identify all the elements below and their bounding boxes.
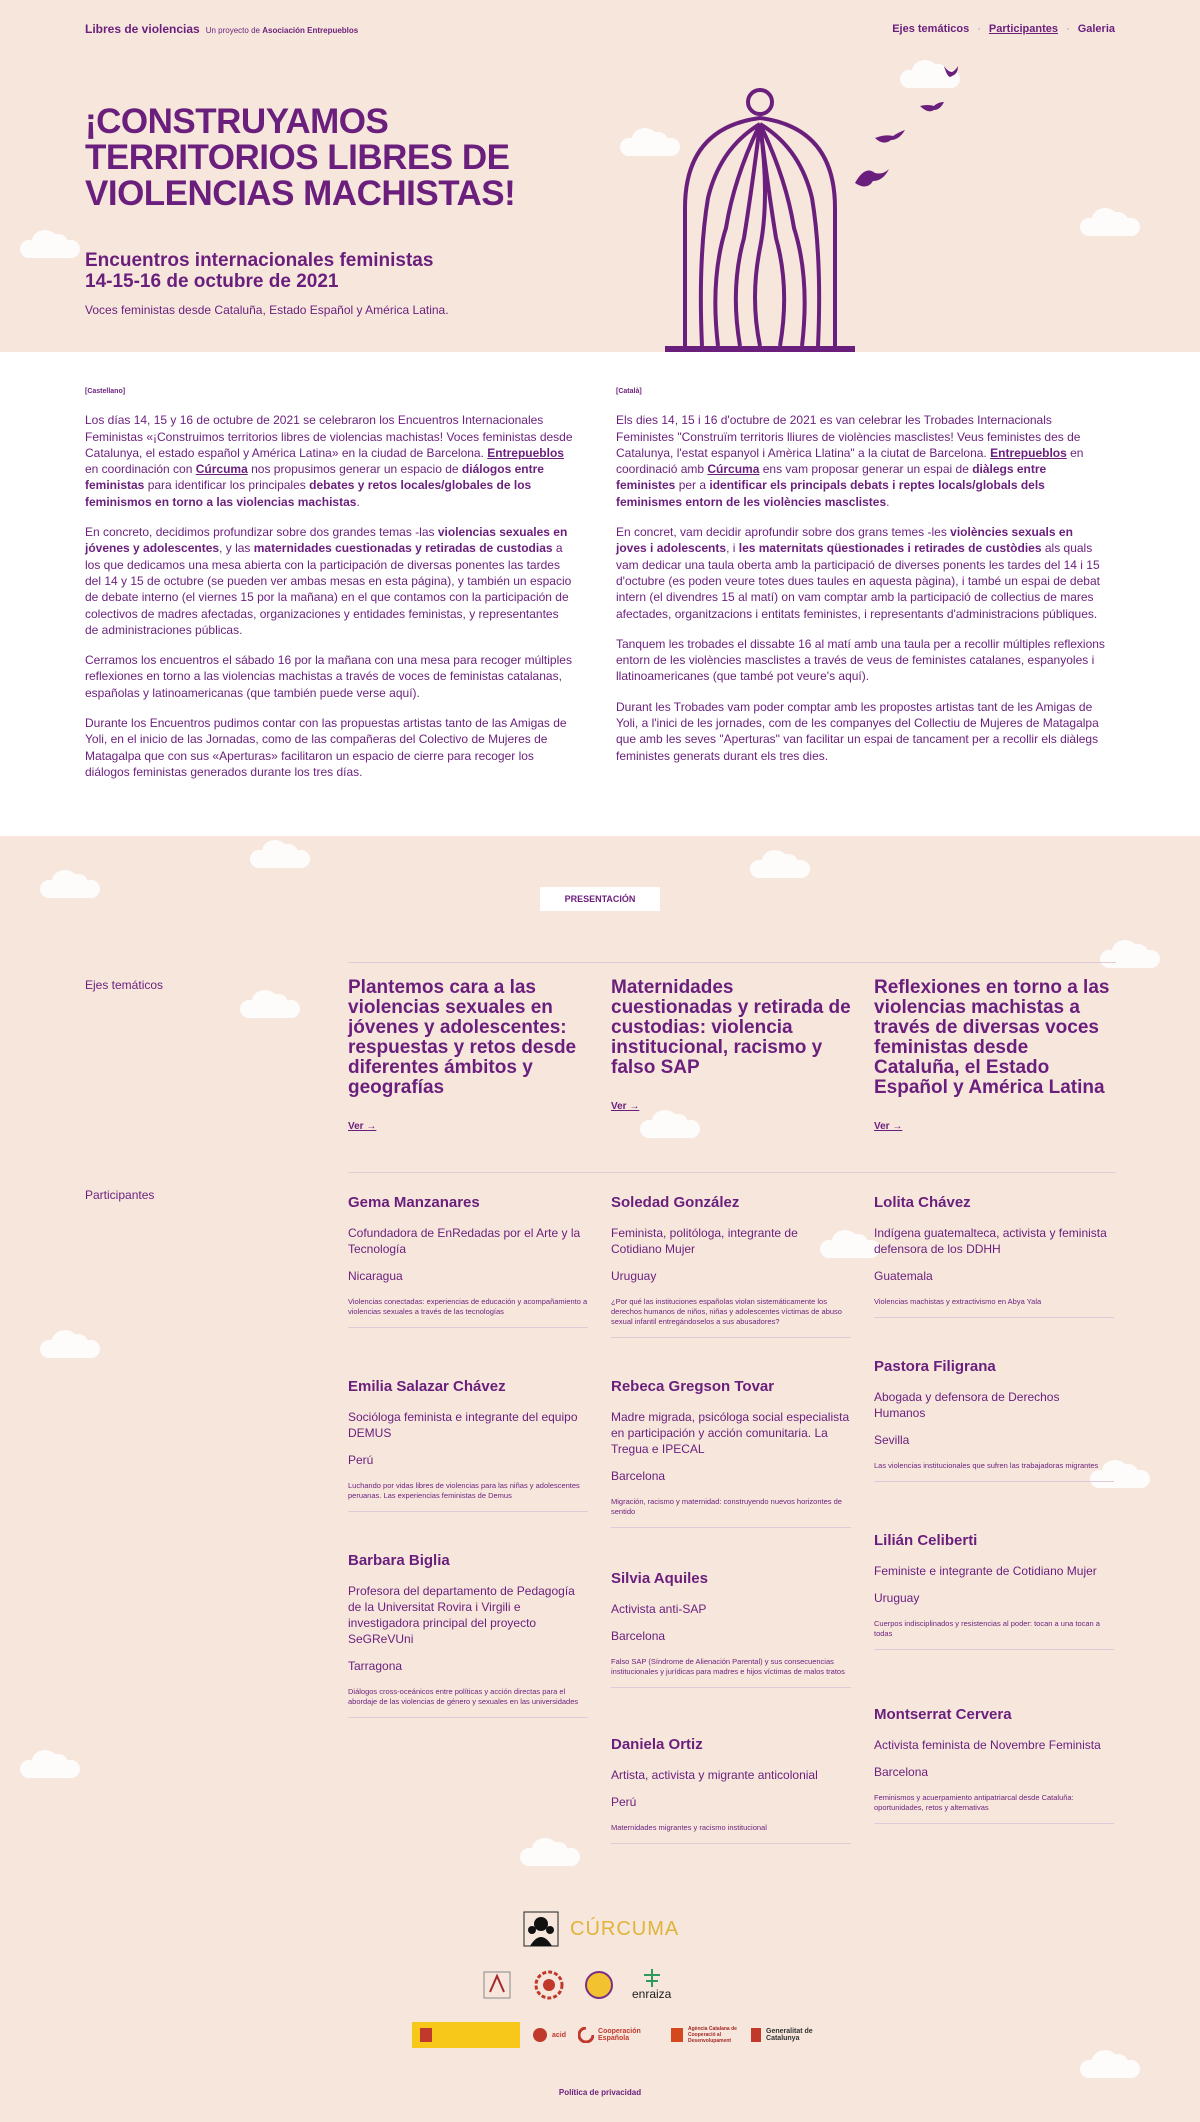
- privacy-link[interactable]: Política de privacidad: [558, 2088, 642, 2097]
- curcuma-link[interactable]: Cúrcuma: [707, 462, 760, 477]
- intro-catala: [616, 384, 1106, 778]
- cloud-decoration: [1100, 950, 1160, 968]
- participant-card[interactable]: [874, 1532, 1114, 1650]
- text: ens vam proposar generar un espai de: [759, 462, 973, 477]
- curcuma-logo[interactable]: CÚRCUMA: [570, 1917, 680, 1940]
- axis-title[interactable]: Maternidades cuestionadas y retirada de custodias: violencia institucional, racismo y falso SAP: [611, 977, 851, 1078]
- participant-name: Rebeca Gregson Tovar: [611, 1378, 775, 1395]
- enraiza-label: enraiza: [632, 1987, 672, 2001]
- participant-topic: Maternidades migrantes y racismo institucional: [611, 1823, 851, 1844]
- participant-role: Activista feminista de Novembre Feminista: [874, 1738, 1101, 1752]
- privacy-link-wrap: [0, 2088, 1200, 2097]
- cloud-decoration: [750, 860, 810, 878]
- participant-card[interactable]: [348, 1552, 588, 1718]
- intro-paragraph: Tanquem les trobades el dissabte 16 al matí amb una taula per a recollir múltiples reflexions entorn de les violències masclistes a través de veus de feministes catalanes, espanyoles i llatinoamericanes (que també pot veure's aquí).: [616, 636, 1105, 684]
- presentation-button[interactable]: PRESENTACIÓN: [540, 887, 660, 911]
- participant-place: Nicaragua: [348, 1269, 403, 1283]
- hero-subtitle-line2: 14-15-16 de octubre de 2021: [85, 271, 339, 292]
- participant-topic: Las violencias institucionales que sufren las trabajadoras migrantes: [874, 1461, 1114, 1482]
- intro-paragraph: [85, 524, 575, 638]
- text: per a: [675, 478, 710, 493]
- cloud-decoration: [20, 240, 80, 258]
- generalitat-label: Generalitat de Catalunya: [766, 2028, 813, 2042]
- text: En concret, vam decidir aprofundir sobre dos grans temes -les: [616, 525, 951, 540]
- axis-title[interactable]: Plantemos cara a las violencias sexuales en jóvenes y adolescentes: respuestas y retos desde diferentes ámbitos y geografías: [348, 977, 577, 1098]
- generalitat-icon: [750, 2027, 762, 2043]
- text: Els dies 14, 15 i 16 d'octubre de 2021 es van celebrar les Trobades Internacionals Feministes "Construïm territoris lliures de violències masclistes! Veus feministes des de Catalunya, l'estat espanyol i Amèrica Llatina" a la ciutat de Barcelona.: [616, 413, 1081, 460]
- curcuma-link[interactable]: Cúrcuma: [195, 462, 248, 477]
- spanish-government-logo[interactable]: [412, 2022, 520, 2048]
- text: identificar els principals debats i reptes locals/globals dels feminismes entorn de les violències masclistes: [616, 478, 1045, 509]
- aecid-icon: [532, 2027, 548, 2043]
- participant-name: Gema Manzanares: [348, 1194, 480, 1211]
- partner-logos-secondary: [480, 1968, 671, 2002]
- text: diàlegs entre feministes: [616, 462, 1047, 493]
- participant-card[interactable]: [874, 1194, 1114, 1318]
- section-label-ejes: Ejes temáticos: [85, 978, 164, 992]
- hero-tagline: Voces feministas desde Cataluña, Estado Español y América Latina.: [85, 303, 449, 317]
- participant-card[interactable]: [874, 1358, 1114, 1482]
- participant-place: Tarragona: [348, 1659, 403, 1673]
- participant-card[interactable]: [611, 1736, 851, 1844]
- participant-place: Barcelona: [611, 1629, 666, 1643]
- participant-topic: Migración, racismo y maternidad: construyendo nuevos horizontes de sentido: [611, 1497, 851, 1528]
- participant-name: Lolita Chávez: [874, 1194, 971, 1211]
- participant-topic: Diálogos cross-oceánicos entre políticas y acción directas para el abordaje de las violencias de género y sexuales en las universidades: [348, 1687, 588, 1718]
- agencia-icon: [670, 2027, 684, 2043]
- text: .: [356, 494, 360, 509]
- participant-name: Emilia Salazar Chávez: [348, 1378, 506, 1395]
- round-badge-logo-icon[interactable]: [584, 1970, 614, 2000]
- brand-name: Libres de violencias: [85, 22, 200, 36]
- participant-topic: Feminismos y acuerpamiento antipatriarcal desde Cataluña: oportunidades, retos y alternativas: [874, 1793, 1114, 1824]
- intro-castellano: [85, 384, 575, 794]
- participant-topic: Violencias conectadas: experiencias de educación y acompañamiento a violencias sexuales a través de las tecnologías: [348, 1297, 588, 1328]
- aecid-label: acid: [552, 2031, 567, 2039]
- nav-galeria[interactable]: Galeria: [1077, 23, 1115, 35]
- participant-role: Madre migrada, psicóloga social especialista en participación y acción comunitaria. La Tregua e IPECAL: [611, 1410, 850, 1456]
- main-nav: [892, 23, 1115, 35]
- bird-cage-illustration: [660, 58, 980, 354]
- enraiza-icon: [642, 1969, 662, 1987]
- participant-place: Uruguay: [611, 1269, 657, 1283]
- text: nos propusimos generar un espacio de: [247, 462, 462, 477]
- participant-role: Artista, activista y migrante anticolonial: [611, 1768, 818, 1782]
- text: Los días 14, 15 y 16 de octubre de 2021 se celebraron los Encuentros Internacionales Feministas «¡Construimos territorios libres de violencias machistas! Voces feministas desde Catalunya, el estado español y América Latina» en la ciudad de Barcelona.: [85, 413, 573, 460]
- participant-place: Guatemala: [874, 1269, 933, 1283]
- intro-paragraph: [616, 524, 1106, 622]
- text: , y las: [219, 541, 254, 556]
- participant-name: Silvia Aquiles: [611, 1570, 708, 1587]
- participant-topic: Luchando por vidas libres de violencias para las niñas y adolescentes peruanas. Las experiencias feministas de Demus: [348, 1481, 588, 1512]
- participant-name: Montserrat Cervera: [874, 1706, 1012, 1723]
- text: .: [886, 494, 890, 509]
- nav-participantes[interactable]: Participantes: [988, 23, 1059, 35]
- partner-logo-icon[interactable]: [480, 1968, 514, 2002]
- axis-card: [874, 978, 1114, 1134]
- participant-topic: Falso SAP (Síndrome de Alienación Parental) y sus consecuencias institucionales y jurídicas para madres e hijos víctimas de malos tratos: [611, 1657, 851, 1688]
- text: als quals vam dedicar una taula oberta amb la participació de diverses ponents les tardes del 14 i 15 d'octubre (es poden veure totes dues taules en aquesta pàgina), i també un espai de debat intern (el divendres 15 al matí) on vam comptar amb la participació de collectius de mares afectades, organitzacions i entitats feministes, i representants d'administracions públiques.: [616, 541, 1100, 621]
- intro-paragraph: [616, 412, 1106, 510]
- cooperacion-icon: [578, 2027, 594, 2043]
- axis-see-link[interactable]: Ver →: [611, 1101, 640, 1112]
- participant-name: Soledad González: [611, 1194, 740, 1211]
- axis-card: [348, 978, 588, 1134]
- participant-role: Cofundadora de EnRedadas por el Arte y la Tecnología: [348, 1226, 581, 1256]
- divider: [348, 962, 1116, 963]
- text: debates y retos locales/globales de los feminismos en torno a las violencias machistas: [85, 478, 532, 509]
- participant-card[interactable]: [874, 1706, 1114, 1824]
- cooperacion-label: Cooperación Española: [598, 2028, 641, 2042]
- intro-paragraph: Cerramos los encuentros el sábado 16 por la mañana con una mesa para recoger múltiples reflexiones en torno a las violencias machistas a través de voces de feministas catalanas, españolas y latinoamericanas (que también puede verse aquí).: [85, 653, 572, 700]
- hero-subtitle-line1: Encuentros internacionales feministas: [85, 250, 434, 271]
- axis-see-link[interactable]: Ver →: [874, 1121, 903, 1132]
- participant-name: Daniela Ortiz: [611, 1736, 703, 1753]
- association-logo-icon[interactable]: [532, 1968, 566, 2002]
- agencia-catalana-logo[interactable]: [670, 2022, 738, 2048]
- participant-card[interactable]: [348, 1194, 588, 1328]
- text: para identificar los principales: [144, 478, 310, 493]
- brand[interactable]: [85, 22, 358, 36]
- participant-card[interactable]: [348, 1378, 588, 1512]
- participant-role: Feminista, politóloga, integrante de Cotidiano Mujer: [611, 1226, 798, 1256]
- divider: [348, 1172, 1116, 1173]
- text: diálogos entre feministas: [85, 462, 544, 493]
- top-bar: [85, 22, 1115, 36]
- cloud-decoration: [1080, 218, 1140, 236]
- nav-separator: ·: [977, 23, 981, 35]
- participant-role: Indígena guatemalteca, activista y feminista defensora de los DDHH: [874, 1226, 1107, 1256]
- text: , i: [726, 541, 739, 556]
- lang-label-catala: [Català]: [616, 388, 642, 395]
- text: a los que dedicamos una mesa abierta con la participación de diversas ponentes las tardes del 14 y 15 de octubre (se pueden ver ambas mesas en esta página), y también un espacio de debate interno (el viernes 15 por la mañana) en el que contamos con la participación de colectivos de madres afectadas, organizaciones y entidades feministas, y representantes de administraciones públicas.: [85, 541, 572, 637]
- participant-role: Feministe e integrante de Cotidiano Mujer: [874, 1564, 1097, 1578]
- aecid-logo[interactable]: [532, 2022, 566, 2048]
- participant-name: Barbara Biglia: [348, 1552, 450, 1569]
- text: en coordinació amb: [616, 445, 1084, 477]
- entrepueblos-logo[interactable]: [520, 1904, 562, 1954]
- nav-ejes-tematicos[interactable]: Ejes temáticos: [892, 23, 970, 35]
- cloud-decoration: [40, 1340, 100, 1358]
- text: les maternitats qüestionades i retirades de custòdies: [738, 541, 1042, 556]
- text: maternidades cuestionadas y retiradas de custodias: [253, 541, 553, 556]
- brand-sub-prefix: Un proyecto de: [205, 26, 260, 35]
- enraiza-logo[interactable]: [632, 1969, 671, 2001]
- participant-place: Barcelona: [611, 1469, 666, 1483]
- text: En concreto, decidimos profundizar sobre dos grandes temas -las: [85, 525, 438, 540]
- axis-title[interactable]: Reflexiones en torno a las violencias machistas a través de diversas voces feministas desde Cataluña, el Estado Español y América Latina: [874, 977, 1110, 1098]
- agencia-label: Agència Catalana de Cooperació al Desenvolupament: [688, 2026, 737, 2044]
- text: violències sexuals en joves i adolescents: [616, 525, 1073, 556]
- participant-place: Perú: [348, 1453, 374, 1467]
- cloud-decoration: [520, 1848, 580, 1866]
- participant-place: Uruguay: [874, 1591, 920, 1605]
- funder-logos: [412, 2022, 816, 2048]
- cloud-decoration: [1080, 2060, 1140, 2078]
- participant-place: Perú: [611, 1795, 637, 1809]
- participant-card[interactable]: [611, 1570, 851, 1688]
- axis-card: [611, 978, 851, 1114]
- participant-name: Pastora Filigrana: [874, 1358, 996, 1375]
- participant-card[interactable]: [611, 1194, 851, 1338]
- birds-icon: [855, 66, 958, 187]
- participant-topic: ¿Por qué las instituciones españolas violan sistemáticamente los derechos humanos de niños, niñas y adolescentes víctimas de abuso sexual infantil entregándoselos a sus abusadores?: [611, 1297, 851, 1338]
- participant-role: Socióloga feminista e integrante del equipo DEMUS: [348, 1410, 578, 1440]
- intro-paragraph: Durant les Trobades vam poder comptar amb les propostes artistas tant de les Amigas de Yoli, a l'inici de les jornades, com de les companyes del Collectiu de Mujeres de Matagalpa que amb les seves "Aperturas" van facilitar un espai de tancament per a recollir els diàlegs feministes generats durant els tres dies.: [616, 699, 1099, 763]
- text: en coordinación con: [85, 462, 196, 477]
- text: violencias sexuales en jóvenes y adolescentes: [85, 525, 568, 556]
- generalitat-logo[interactable]: [750, 2022, 816, 2048]
- intro-paragraph: [85, 412, 575, 510]
- participant-topic: Cuerpos indisciplinados y resistencias al poder: tocan a una tocan a todas: [874, 1619, 1114, 1650]
- brand-sub-org[interactable]: Asociación Entrepueblos: [262, 26, 359, 35]
- hero-subtitle: [85, 250, 505, 292]
- participant-name: Lilián Celiberti: [874, 1532, 978, 1549]
- cloud-decoration: [240, 1000, 300, 1018]
- cloud-decoration: [640, 1120, 700, 1138]
- participant-place: Barcelona: [874, 1765, 929, 1779]
- cloud-decoration: [250, 850, 310, 868]
- cloud-decoration: [40, 880, 100, 898]
- cooperacion-espanola-logo[interactable]: [578, 2022, 658, 2048]
- participant-role: Abogada y defensora de Derechos Humanos: [874, 1390, 1060, 1420]
- cloud-decoration: [20, 1760, 80, 1778]
- participant-role: Profesora del departamento de Pedagogía de la Universitat Rovira i Virgili e investigadora principal del proyecto SeGReVUni: [348, 1584, 575, 1646]
- participant-card[interactable]: [611, 1378, 851, 1528]
- intro-paragraph: Durante los Encuentros pudimos contar con las propuestas artistas tanto de las Amigas de Yoli, en el inicio de las Jornadas, como de las compañeras del Colectivo de Mujeres de Matagalpa que con sus «Aperturas» facilitaron un espacio de cierre para recoger los diálogos feministas generados durante los tres días.: [85, 716, 567, 779]
- hero-title: ¡CONSTRUYAMOS TERRITORIOS LIBRES DE VIOLENCIAS MACHISTAS!: [85, 102, 516, 213]
- section-label-participantes: Participantes: [85, 1188, 155, 1202]
- nav-separator: ·: [1066, 23, 1070, 35]
- entrepueblos-link[interactable]: Entrepueblos: [990, 445, 1067, 460]
- lang-label-castellano: [Castellano]: [85, 388, 126, 395]
- partner-logos-main: [520, 1904, 679, 1954]
- brand-subtitle: [206, 26, 359, 35]
- coat-of-arms-icon: [418, 2026, 434, 2044]
- participant-place: Sevilla: [874, 1433, 910, 1447]
- axis-see-link[interactable]: Ver →: [348, 1121, 377, 1132]
- participant-role: Activista anti-SAP: [611, 1602, 707, 1616]
- entrepueblos-link[interactable]: Entrepueblos: [487, 445, 564, 460]
- participant-topic: Violencias machistas y extractivismo en Abya Yala: [874, 1297, 1114, 1318]
